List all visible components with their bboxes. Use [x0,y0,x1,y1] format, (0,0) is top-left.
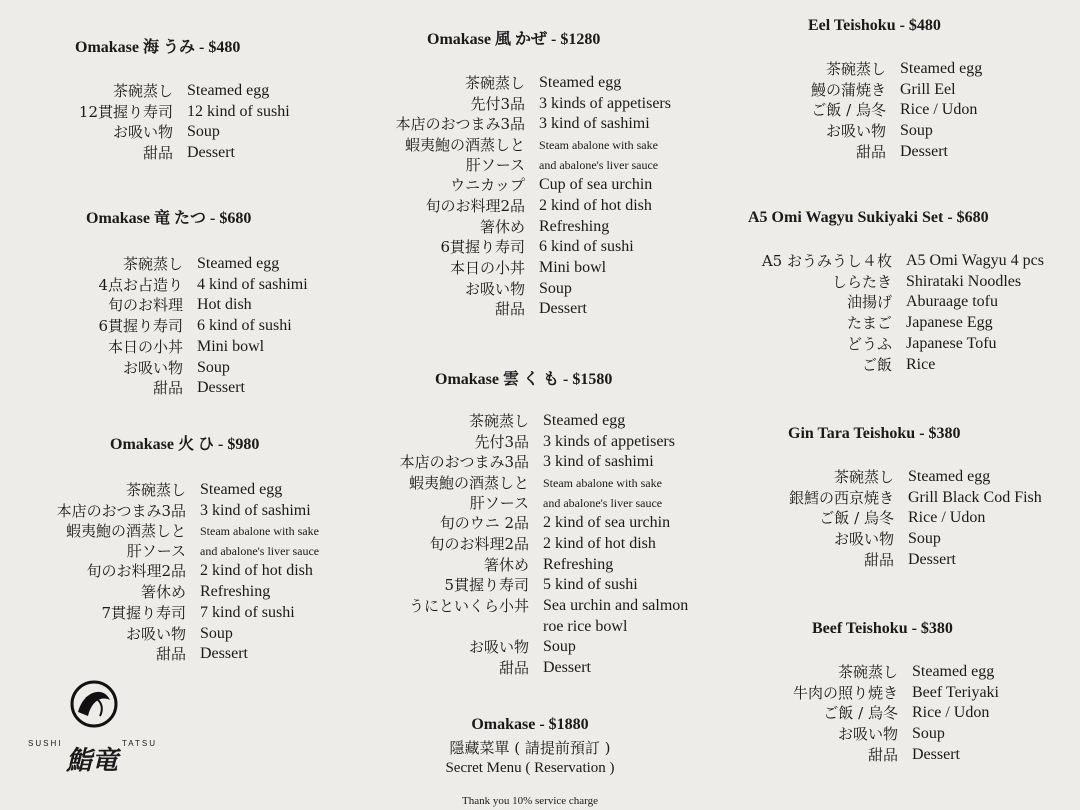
menu-item-en: 3 kind of sashimi [200,501,311,519]
menu-item-jp: 6貫握り寿司 [98,317,183,336]
menu-item [40,337,308,358]
menu-item [355,617,688,638]
menu-item-jp: 茶碗蒸し [122,255,183,273]
menu-item-en: 3 kind of sashimi [539,115,650,133]
menu-item [40,295,308,316]
menu-item [350,135,671,155]
menu-item-en: Steamed egg [197,255,280,272]
menu-item [355,596,688,617]
menu-item-jp: 茶碗蒸し [837,663,898,681]
menu-item-en: Shirataki Noodles [906,272,1022,290]
menu-item [350,279,671,300]
section-title: Eel Teishoku - $480 [808,17,941,34]
menu-item [350,217,671,238]
menu-item-en: Refreshing [543,555,614,573]
menu-item-jp: 茶碗蒸し [464,74,525,92]
menu-item-en: Dessert [197,379,245,397]
menu-item-en: Grill Eel [900,80,956,98]
menu-list [770,59,982,163]
menu-item [32,541,319,561]
menu-item [350,258,671,279]
menu-item-jp: 箸休め [479,217,525,236]
menu-item-jp: 茶碗蒸し [112,82,173,100]
menu-item-en: A5 Omi Wagyu 4 pcs [906,252,1044,269]
menu-item [720,251,1044,272]
menu-item [350,175,671,196]
menu-item-jp: 甜品 [152,379,183,398]
menu-item [40,316,308,337]
menu-item-en: Refreshing [200,583,271,601]
menu-list [355,411,688,679]
menu-item-jp: 甜品 [155,645,186,664]
menu-item-jp: 甜品 [867,745,898,764]
menu-item-en: Steam abalone with sake [539,138,658,153]
menu-item-jp: 5貫握り寿司 [444,576,529,595]
menu-item-jp: 箸休め [140,583,186,602]
menu-item-en: 2 kind of hot dish [539,196,652,214]
menu-item [350,196,671,217]
menu-item-jp: 旬のお料理2品 [86,562,186,581]
menu-item [40,143,290,164]
menu-item-en: Dessert [543,659,591,677]
menu-list [40,81,290,164]
menu-item [750,683,999,704]
menu-item-jp: 甜品 [863,550,894,569]
menu-item [32,561,319,582]
section-gintara [744,425,1042,571]
secret-menu-title: Omakase - $1880 [471,716,589,733]
menu-item-jp: 茶碗蒸し [125,481,186,499]
menu-item-en: and abalone's liver sauce [200,544,320,559]
menu-list [720,251,1044,375]
menu-item [350,299,671,320]
menu-item-en: and abalone's liver sauce [539,158,659,173]
menu-item-jp: 本店のおつまみ3品 [399,453,529,472]
menu-item [32,480,319,501]
menu-item-jp: 旬のウニ 2品 [439,514,529,533]
menu-item-jp: お吸い物 [464,279,525,298]
menu-item-jp: 本日の小丼 [107,337,183,356]
menu-list [750,662,999,766]
secret-menu-en: Secret Menu ( Reservation ) [445,760,615,776]
menu-item-en: Rice / Udon [900,101,978,119]
menu-list [744,467,1042,571]
menu-item [770,59,982,80]
section-title: Omakase 海 うみ - $480 [75,39,241,56]
menu-item-en: Soup [197,358,230,376]
secret-menu-jp: 隱藏菜單 ( 請提前預訂 ) [449,739,611,757]
menu-item-en: Steam abalone with sake [200,524,319,539]
menu-item-jp: ご飯 / 烏冬 [811,101,886,120]
menu-item-en: Steamed egg [187,82,270,99]
section-kaze [350,26,671,320]
menu-item [355,473,688,493]
menu-item-jp: お吸い物 [112,123,173,142]
menu-item [720,334,1044,355]
menu-item [770,142,982,163]
menu-item [355,411,688,432]
menu-item-en: Soup [187,123,220,141]
menu-item-en: Steamed egg [200,481,283,498]
menu-item-en: Dessert [908,550,956,568]
menu-item-jp: ご飯 [861,355,892,374]
menu-item-en: Dessert [912,745,960,763]
menu-item [40,102,290,123]
menu-item-en: Steamed egg [539,74,622,91]
menu-item-en: Rice [906,355,936,373]
menu-item [744,529,1042,550]
menu-item [355,658,688,679]
menu-item-jp: 茶碗蒸し [833,468,894,486]
menu-item-en: Steamed egg [543,412,626,429]
menu-item-en: Soup [539,279,572,297]
section-title: Omakase 雲 く も - $1580 [435,371,613,388]
section-title: Omakase 火 ひ - $980 [110,436,260,453]
menu-item [350,155,671,175]
menu-item-jp: 旬のお料理 [107,296,183,315]
menu-item-en: Refreshing [539,217,610,235]
menu-item [770,100,982,121]
section-title: Omakase 竜 たつ - $680 [86,210,252,227]
menu-item [355,452,688,473]
menu-item-en: Steamed egg [912,663,995,680]
menu-item [720,272,1044,293]
section-eel [770,17,982,163]
restaurant-logo [26,676,166,776]
menu-item-jp: お吸い物 [122,358,183,377]
menu-item [40,378,308,399]
menu-item [744,488,1042,509]
menu-item-jp: ウニカップ [450,176,525,195]
menu-item-en: Cup of sea urchin [539,176,653,194]
menu-item-jp: 本店のおつまみ3品 [56,501,186,520]
menu-item-en: roe rice bowl [543,617,628,635]
menu-item-en: Soup [200,624,233,642]
menu-item-jp: 甜品 [498,659,529,678]
menu-item-en: 3 kind of sashimi [543,453,654,471]
menu-item [40,254,308,275]
menu-item [750,745,999,766]
section-title: Beef Teishoku - $380 [812,620,953,637]
menu-item-jp: お吸い物 [125,624,186,643]
menu-item-jp: 旬のお料理2品 [425,196,525,215]
menu-item-jp: 肝ソース [469,494,529,513]
menu-item-jp: ご飯 / 烏冬 [823,704,898,723]
menu-item-jp: どうふ [846,334,892,353]
menu-item-jp: 甜品 [142,144,173,163]
menu-item-en: 4 kind of sashimi [197,275,308,293]
menu-item-en: Steamed egg [900,60,983,77]
menu-item [32,644,319,665]
menu-item-jp: うにといくら小丼 [408,596,529,615]
menu-item-en: Aburaage tofu [906,293,998,311]
menu-item-en: Steamed egg [908,468,991,485]
menu-item [40,358,308,379]
menu-item-jp: 茶碗蒸し [825,60,886,78]
menu-item-en: Soup [543,638,576,656]
menu-item-en: 2 kind of sea urchin [543,514,671,532]
logo-text-left: SUSHI [28,739,63,748]
menu-list [40,254,308,399]
menu-item-en: Mini bowl [539,258,607,276]
menu-item [32,521,319,541]
menu-item-jp: 茶碗蒸し [468,412,529,430]
section-hi [32,431,319,665]
menu-item-en: 6 kind of sushi [539,238,634,256]
menu-item [770,80,982,101]
menu-item-en: 3 kinds of appetisers [539,94,671,112]
menu-item [744,467,1042,488]
menu-item-jp: お吸い物 [833,530,894,549]
menu-item [355,432,688,453]
menu-item-jp: お吸い物 [468,638,529,657]
menu-item-en: 6 kind of sushi [197,317,292,335]
logo-calligraphy: 鮨竜 [66,746,119,776]
menu-item-en: Dessert [200,645,248,663]
menu-item-en: Dessert [187,144,235,162]
menu-item [355,493,688,513]
menu-item [744,508,1042,529]
section-wagyu [720,209,1044,375]
menu-item-jp: 4点お占造り [98,275,183,294]
menu-item-jp: ご飯 / 烏冬 [819,509,894,528]
menu-item-jp: 先付3品 [474,432,529,451]
section-title: Omakase 風 かぜ - $1280 [427,31,601,48]
menu-item [750,724,999,745]
menu-item-jp: 牛肉の照り焼き [792,683,898,702]
section-tatsu [40,205,308,399]
menu-item [720,313,1044,334]
menu-item [355,534,688,555]
menu-item-jp: 甜品 [855,142,886,161]
menu-item-jp: お吸い物 [825,122,886,141]
menu-item-jp: しらたき [831,272,892,291]
section-kumo [355,366,688,679]
menu-item [744,550,1042,571]
menu-item-en: 7 kind of sushi [200,603,295,621]
menu-item-jp: 鰻の蒲焼き [810,80,886,99]
menu-item-en: 3 kinds of appetisers [543,432,675,450]
menu-item-jp: 12貫握り寿司 [78,102,173,121]
menu-item-jp: 7貫握り寿司 [101,603,186,622]
menu-item-en: 2 kind of hot dish [543,534,656,552]
logo-text-right: TATSU [122,739,158,748]
section-umi [40,34,290,164]
menu-item-jp: 本店のおつまみ3品 [395,115,525,134]
menu-item [770,121,982,142]
menu-item-en: Mini bowl [197,337,265,355]
menu-item [750,662,999,683]
menu-item [40,81,290,102]
menu-item-en: and abalone's liver sauce [543,496,663,511]
menu-item [355,513,688,534]
menu-item [355,575,688,596]
menu-item [720,292,1044,313]
menu-item-en: Rice / Udon [912,704,990,722]
menu-item-en: Beef Teriyaki [912,683,999,701]
menu-item [40,275,308,296]
secret-menu [420,716,640,777]
menu-item-en: Sea urchin and salmon [543,596,689,614]
menu-item-jp: 蝦夷鮑の酒蒸しと [65,522,186,541]
menu-item-jp: 蝦夷鮑の酒蒸しと [404,136,525,155]
menu-item [40,122,290,143]
menu-item-en: Grill Black Cod Fish [908,488,1042,506]
menu-item-en: Steam abalone with sake [543,476,662,491]
menu-item-en: Japanese Tofu [906,334,997,352]
menu-item-jp: 旬のお料理2品 [429,534,529,553]
menu-item-jp: 本日の小丼 [449,258,525,277]
section-beef [750,620,999,766]
section-title: Gin Tara Teishoku - $380 [788,425,961,442]
menu-item-en: Soup [912,725,945,743]
menu-list [32,480,319,665]
menu-item [720,355,1044,376]
menu-item-en: Rice / Udon [908,509,986,527]
menu-item [32,582,319,603]
menu-item-jp: 先付3品 [470,94,525,113]
menu-item [350,94,671,115]
menu-item [355,555,688,576]
menu-item-en: Dessert [539,300,587,318]
menu-item-jp: お吸い物 [837,725,898,744]
menu-item-jp: 肝ソース [465,156,525,175]
menu-item-en: Japanese Egg [906,314,993,332]
menu-item-jp: 箸休め [483,555,529,574]
menu-item-jp: たまご [846,314,892,333]
menu-item-en: Soup [908,530,941,548]
menu-item [32,624,319,645]
menu-item-jp: 6貫握り寿司 [440,238,525,257]
menu-item [355,637,688,658]
menu-item [32,603,319,624]
menu-item-jp: 甜品 [494,300,525,319]
menu-item [750,703,999,724]
menu-item [350,114,671,135]
menu-item-en: 5 kind of sushi [543,576,638,594]
menu-item-en: Hot dish [197,296,252,314]
menu-item-jp: 油揚げ [846,293,892,312]
menu-item-en: 12 kind of sushi [187,102,290,120]
menu-item-en: Soup [900,122,933,140]
menu-list [350,73,671,320]
menu-item-jp: 銀鱈の西京焼き [788,488,894,507]
service-charge-note: Thank you 10% service charge [462,795,599,807]
menu-item-jp: A5 おうみうし４枚 [761,252,892,270]
section-title: A5 Omi Wagyu Sukiyaki Set - $680 [748,209,989,226]
menu-item-jp: 肝ソース [126,542,186,561]
menu-item-jp: 蝦夷鮑の酒蒸しと [408,474,529,493]
menu-item-en: Dessert [900,142,948,160]
menu-item [350,237,671,258]
menu-item-en: 2 kind of hot dish [200,562,313,580]
menu-item [32,501,319,522]
menu-item [350,73,671,94]
